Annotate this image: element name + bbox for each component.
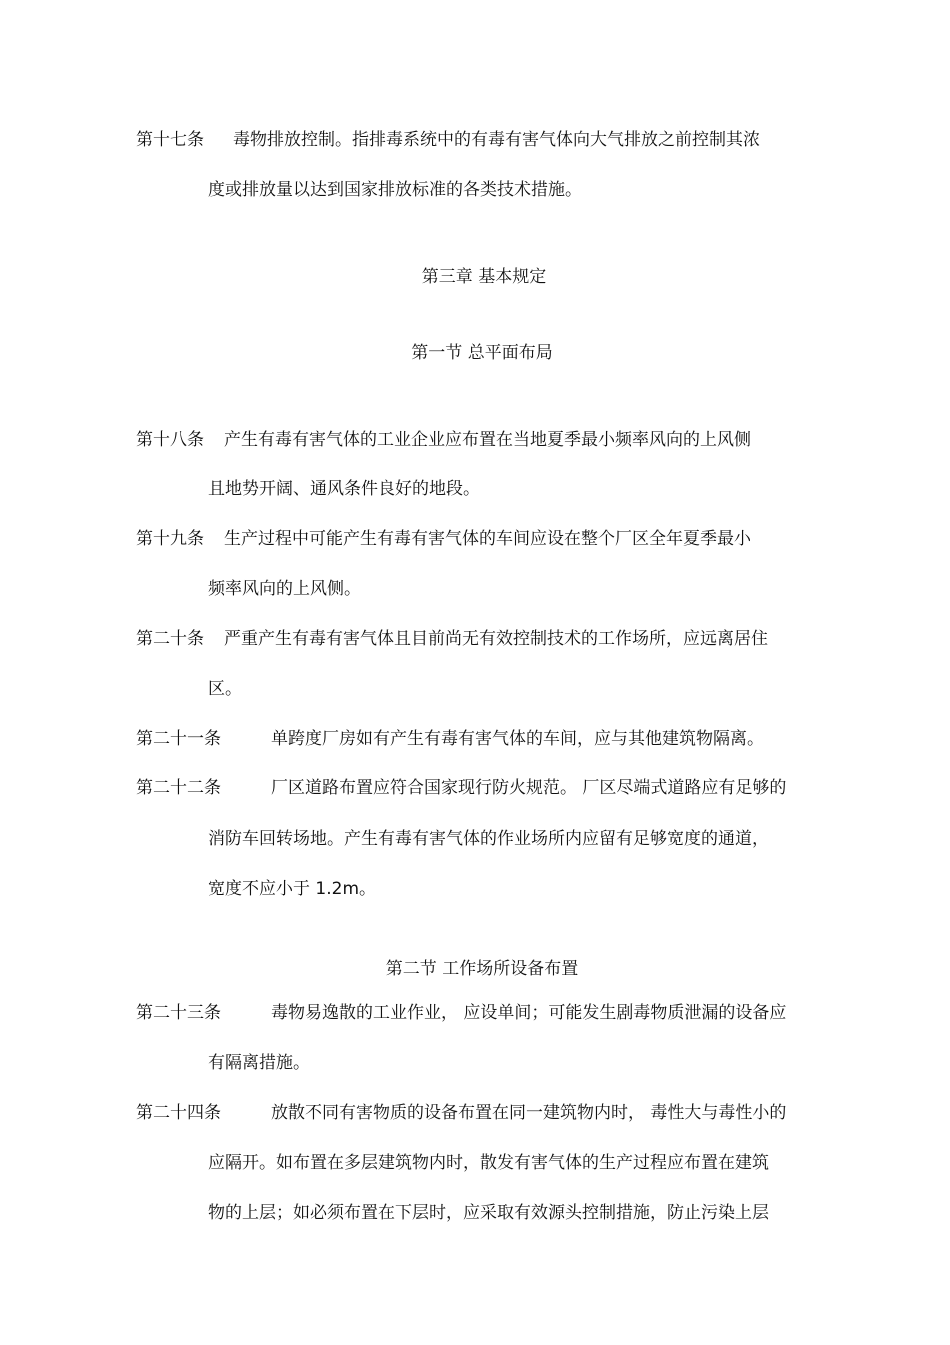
article-22-label: 第二十二条	[136, 778, 221, 798]
article-18-label: 第十八条	[136, 430, 204, 450]
article-24-continuation-1: 应隔开。如布置在多层建筑物内时，散发有害气体的生产过程应布置在建筑	[208, 1153, 769, 1173]
section-heading-1: 第一节 总平面布局	[411, 343, 553, 363]
article-20-continuation: 区。	[208, 679, 242, 699]
article-21-text: 单跨度厂房如有产生有毒有害气体的车间，应与其他建筑物隔离。	[271, 729, 764, 749]
article-23-continuation: 有隔离措施。	[208, 1053, 310, 1073]
article-22-continuation-1: 消防车回转场地。产生有毒有害气体的作业场所内应留有足够宽度的通道，	[208, 829, 769, 849]
article-17-label: 第十七条	[136, 130, 204, 150]
article-20-text: 严重产生有毒有害气体且目前尚无有效控制技术的工作场所，应远离居住	[224, 629, 768, 649]
article-21-label: 第二十一条	[136, 729, 221, 749]
article-24-text: 放散不同有害物质的设备布置在同一建筑物内时， 毒性大与毒性小的	[271, 1103, 787, 1123]
article-18-continuation: 且地势开阔、通风条件良好的地段。	[208, 479, 480, 499]
article-24-continuation-2: 物的上层；如必须布置在下层时，应采取有效源头控制措施，防止污染上层	[208, 1203, 769, 1223]
article-18-text: 产生有毒有害气体的工业企业应布置在当地夏季最小频率风向的上风侧	[224, 430, 751, 450]
article-20-label: 第二十条	[136, 629, 204, 649]
article-19-continuation: 频率风向的上风侧。	[208, 579, 361, 599]
article-19-text: 生产过程中可能产生有毒有害气体的车间应设在整个厂区全年夏季最小	[224, 529, 751, 549]
section-heading-2: 第二节 工作场所设备布置	[385, 959, 579, 979]
article-23-text: 毒物易逸散的工业作业， 应设单间；可能发生剧毒物质泄漏的设备应	[271, 1003, 787, 1023]
article-17-continuation: 度或排放量以达到国家排放标准的各类技术措施。	[208, 180, 582, 200]
article-22-continuation-2: 宽度不应小于 1.2m。	[208, 879, 376, 899]
article-22-text: 厂区道路布置应符合国家现行防火规范。 厂区尽端式道路应有足够的	[271, 778, 787, 798]
article-24-label: 第二十四条	[136, 1103, 221, 1123]
article-23-label: 第二十三条	[136, 1003, 221, 1023]
article-17-text: 毒物排放控制。指排毒系统中的有毒有害气体向大气排放之前控制其浓	[233, 130, 760, 150]
chapter-heading: 第三章 基本规定	[421, 267, 547, 287]
article-19-label: 第十九条	[136, 529, 204, 549]
